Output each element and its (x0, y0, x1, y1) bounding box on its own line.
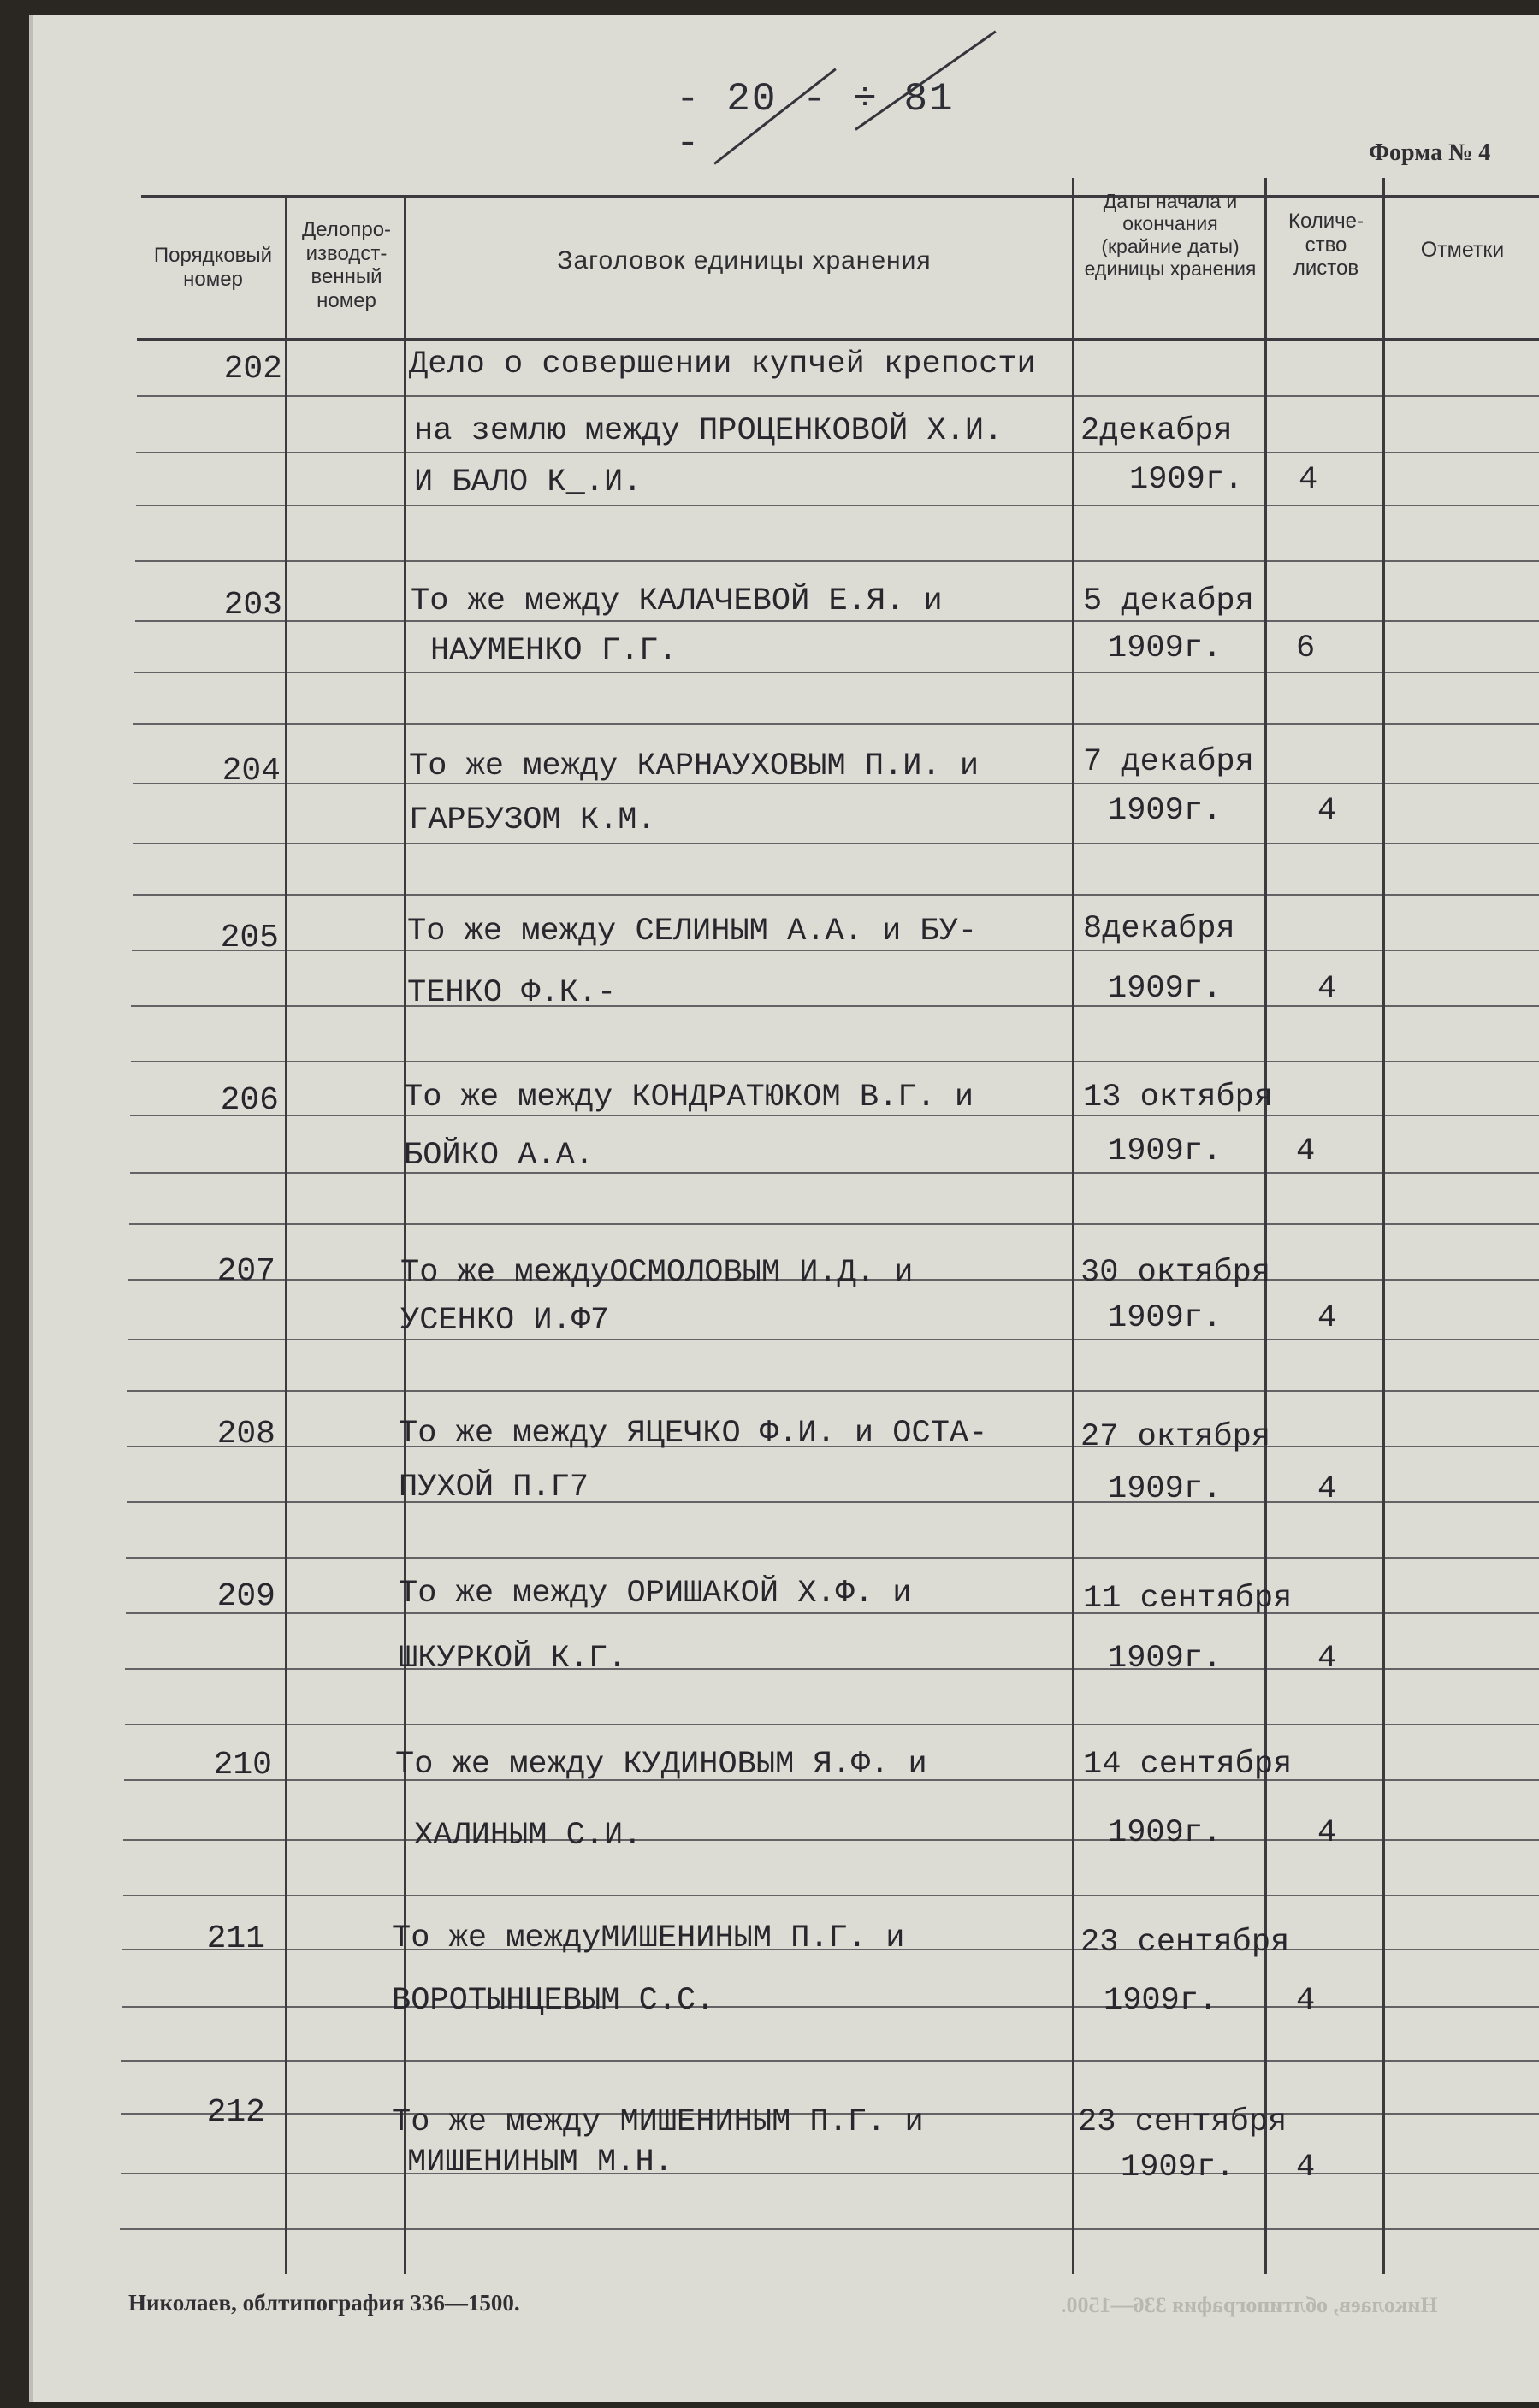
record-date-year: 1909г. (1108, 1133, 1222, 1169)
record-title-line-1: Дело о совершении купчей крепости (409, 346, 1036, 382)
ruled-line (133, 843, 1539, 844)
record-number: 209 (216, 1578, 275, 1615)
col-divider-5 (1382, 178, 1385, 2274)
record-title-line-2: на землю между ПРОЦЕНКОВОЙ Х.И. (414, 413, 1003, 449)
page-number: - 20 - ÷ 81 - (676, 77, 955, 166)
ruled-line (135, 620, 1539, 622)
record-title-line-1: То же между ОРИШАКОЙ Х.Ф. и (399, 1576, 912, 1612)
form-label: Форма № 4 (1369, 139, 1491, 166)
record-date-start: 5 декабря (1083, 583, 1254, 619)
ruled-line (125, 1724, 1539, 1725)
record-title-line-1: То же между КОНДРАТЮКОМ В.Г. и (404, 1080, 974, 1115)
record-title-line-2: БОЙКО А.А. (404, 1138, 595, 1174)
record-title-line-1: То же между КУДИНОВЫМ Я.Ф. и (395, 1747, 927, 1783)
record-sheet-count: 4 (1296, 1133, 1316, 1169)
header-col-title: Заголовок единицы хранения (557, 246, 932, 275)
record-title-line-2: ГАРБУЗОМ К.М. (409, 802, 656, 838)
header-col-order-number: Порядковый номер (153, 244, 273, 291)
ruled-line (126, 1612, 1539, 1614)
ruled-line (120, 2228, 1539, 2230)
record-date-start: 11 сентября (1083, 1581, 1293, 1617)
record-date-start: 30 октября (1080, 1255, 1271, 1291)
record-sheet-count: 4 (1317, 1815, 1337, 1851)
ruled-line (122, 2006, 1539, 2008)
record-sheet-count: 4 (1296, 1983, 1316, 2019)
record-sheet-count: 4 (1299, 462, 1318, 498)
record-date-start: 23 сентября (1078, 2104, 1287, 2140)
record-title-line-3: И БАЛО К_.И. (414, 464, 642, 500)
ruled-line (133, 723, 1539, 725)
header-col-remarks: Отметки (1420, 238, 1505, 262)
col-divider-2 (404, 195, 406, 2274)
ruled-line (126, 1557, 1539, 1559)
record-number: 208 (216, 1416, 275, 1452)
record-date-start: 7 декабря (1083, 744, 1254, 780)
record-number: 207 (216, 1253, 275, 1290)
record-sheet-count: 4 (1317, 1641, 1337, 1677)
record-date-year: 1909г. (1108, 1815, 1222, 1851)
record-title-line-1: То же между КАЛАЧЕВОЙ Е.Я. и (411, 583, 943, 619)
record-title-line-2: ПУХОЙ П.Г7 (399, 1470, 589, 1506)
record-date-start: 23 сентября (1080, 1925, 1290, 1961)
ruled-line (134, 672, 1539, 673)
record-date-start: 27 октября (1080, 1419, 1271, 1455)
record-title-line-2: НАУМЕНКО Г.Г. (430, 633, 678, 669)
record-title-line-1: То же междуОСМОЛОВЫМ И.Д. и (400, 1255, 914, 1291)
record-sheet-count: 4 (1317, 793, 1337, 829)
record-date-start: 13 октября (1083, 1080, 1274, 1115)
record-number: 204 (222, 753, 281, 790)
ruled-line (137, 395, 1539, 397)
record-title-line-2: ТЕНКО Ф.К.- (407, 975, 617, 1011)
record-number: 212 (206, 2094, 265, 2131)
ruled-line (121, 2060, 1539, 2062)
record-sheet-count: 4 (1317, 1471, 1337, 1507)
ruled-line (129, 1223, 1539, 1225)
record-title-line-1: То же междуМИШЕНИНЫМ П.Г. и (392, 1920, 905, 1956)
record-date-year: 1909г. (1108, 630, 1222, 666)
record-date-year: 1909г. (1129, 462, 1244, 498)
record-title-line-2: ШКУРКОЙ К.Г. (399, 1641, 627, 1677)
ruled-line (136, 452, 1539, 453)
record-sheet-count: 4 (1317, 971, 1337, 1007)
ruled-line (131, 1061, 1539, 1062)
header-col-case-number: Делопро- изводст- венный номер (301, 218, 392, 312)
col-divider-3 (1072, 178, 1074, 2274)
header-col-sheets: Количе- ство листов (1287, 210, 1364, 281)
ruled-line (135, 560, 1539, 562)
record-title-line-2: МИШЕНИНЫМ М.Н. (407, 2145, 673, 2180)
record-date-year: 1909г. (1121, 2150, 1235, 2186)
ruled-line (132, 950, 1539, 951)
record-title-line-2: ХАЛИНЫМ С.И. (414, 1818, 642, 1854)
bleed-through-imprint: Николаев, облтипография 336—1500. (1061, 2293, 1438, 2317)
record-sheet-count: 4 (1296, 2150, 1316, 2186)
record-sheet-count: 4 (1317, 1300, 1337, 1336)
record-title-line-1: То же между КАРНАУХОВЫМ П.И. и (409, 748, 980, 784)
record-date-year: 1909г. (1108, 1300, 1222, 1336)
ruled-line (133, 894, 1539, 896)
record-date-year: 1909г. (1108, 971, 1222, 1007)
ruled-line (127, 1390, 1539, 1392)
record-number: 211 (206, 1920, 265, 1957)
record-date-year: 1909г. (1108, 1641, 1222, 1677)
record-number: 210 (213, 1747, 272, 1784)
record-title-line-1: То же между СЕЛИНЫМ А.А. и БУ- (407, 914, 978, 950)
record-date-year: 1909г. (1108, 1471, 1222, 1507)
ruled-line (136, 505, 1539, 506)
record-date-start: 14 сентября (1083, 1747, 1293, 1783)
record-date-year: 1909г. (1108, 793, 1222, 829)
record-date-start: 2декабря (1080, 413, 1233, 449)
record-sheet-count: 6 (1296, 630, 1316, 666)
record-date-year: 1909г. (1104, 1983, 1218, 2019)
col-divider-1 (285, 195, 287, 2274)
ruled-line (128, 1339, 1539, 1340)
record-number: 205 (220, 920, 279, 956)
record-title-line-2: ВОРОТЫНЦЕВЫМ С.С. (392, 1983, 715, 2019)
record-title-line-1: То же между ЯЦЕЧКО Ф.И. и ОСТА- (399, 1416, 988, 1452)
printer-imprint: Николаев, облтипография 336—1500. (128, 2290, 520, 2316)
header-top-line (141, 195, 1539, 198)
header-bottom-line (137, 338, 1539, 341)
ruled-line (130, 1172, 1539, 1174)
record-date-start: 8декабря (1083, 911, 1235, 947)
ruled-line (121, 2173, 1539, 2174)
record-number: 202 (223, 351, 282, 388)
record-title-line-2: УСЕНКО И.Ф7 (400, 1303, 610, 1339)
header-col-dates: Даты начала и окончания (крайние даты) единицы хранения (1084, 190, 1257, 281)
record-number: 206 (220, 1082, 279, 1119)
record-title-line-1: То же между МИШЕНИНЫМ П.Г. и (392, 2104, 924, 2140)
ruled-line (123, 1895, 1539, 1896)
record-number: 203 (223, 587, 282, 624)
